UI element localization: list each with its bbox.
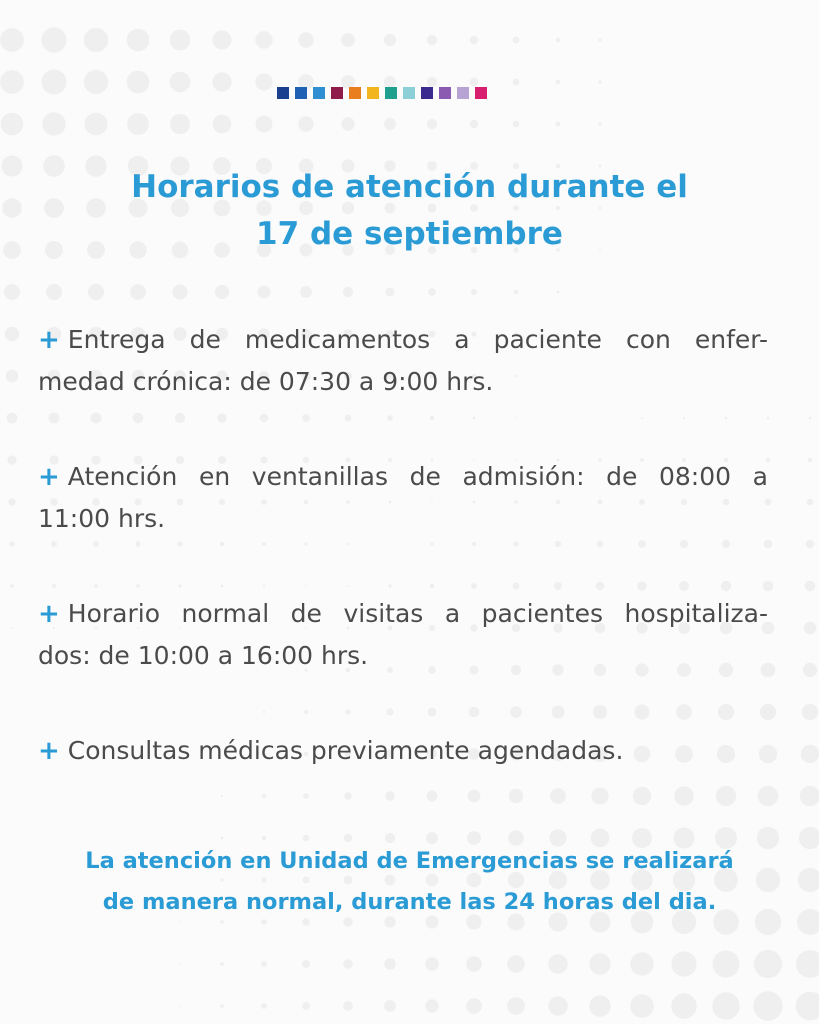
background-dot (513, 37, 520, 44)
color-square (403, 87, 415, 99)
background-dot (221, 837, 224, 840)
background-dot (84, 70, 108, 94)
emergency-notice (0, 841, 819, 923)
background-dot (800, 786, 819, 806)
background-dot (11, 627, 13, 629)
background-dot (42, 112, 65, 135)
background-dot (343, 1001, 353, 1011)
background-dot (425, 999, 439, 1013)
background-dot (384, 118, 396, 130)
list-item (38, 456, 768, 539)
background-dot (803, 663, 817, 677)
background-dot (255, 31, 272, 48)
plus-icon: + (38, 736, 60, 766)
background-dot (127, 113, 149, 135)
background-dot (127, 29, 150, 52)
background-dot (548, 954, 567, 973)
list-item-line-2: 11:00 hrs. (38, 504, 166, 533)
background-dot (753, 991, 782, 1020)
background-dot (84, 28, 108, 52)
color-square (349, 87, 361, 99)
background-dot (471, 289, 477, 295)
background-dot (470, 36, 479, 45)
background-dot (513, 79, 520, 86)
background-dot (10, 584, 14, 588)
background-dot (213, 115, 232, 134)
background-dot (41, 27, 66, 52)
background-dot (341, 33, 355, 47)
background-dot (808, 458, 813, 463)
color-square (313, 87, 325, 99)
background-dot (261, 961, 267, 967)
background-dot (796, 992, 819, 1021)
background-dot (256, 116, 273, 133)
background-dot (343, 287, 353, 297)
background-dot (470, 120, 478, 128)
background-dot (556, 38, 561, 43)
background-dot (173, 285, 188, 300)
background-dot (0, 28, 24, 52)
background-dot (170, 114, 190, 134)
background-dot (466, 998, 482, 1014)
list-item-line-2: dos: de 10:00 a 16:00 hrs. (38, 641, 369, 670)
background-dot (220, 962, 224, 966)
background-dot (802, 704, 818, 720)
background-dot (220, 1004, 224, 1008)
background-dot (548, 996, 568, 1016)
background-dot (807, 499, 814, 506)
background-dot (5, 327, 19, 341)
background-dot (343, 959, 353, 969)
plus-icon: + (38, 599, 60, 629)
background-dot (215, 285, 229, 299)
color-square (475, 87, 487, 99)
background-dot (470, 78, 479, 87)
list-item-line-1: + Horario normal de visitas a pacientes hospitaliza- (38, 599, 768, 629)
background-dot (7, 413, 18, 424)
background-dot (804, 622, 817, 635)
background-dot (212, 30, 231, 49)
notice-line-1: La atención en Unidad de Emergencias se realizará (85, 848, 734, 874)
page-title (0, 164, 819, 258)
background-dot (630, 952, 653, 975)
background-dot (589, 995, 611, 1017)
title-line-1: Horarios de atención durante el (131, 169, 688, 205)
background-dot (754, 950, 782, 978)
list-item-line-2: medad crónica: de 07:30 a 9:00 hrs. (38, 367, 494, 396)
background-dot (302, 1002, 310, 1010)
background-dot (384, 1000, 396, 1012)
background-dot (557, 291, 560, 294)
background-dot (598, 80, 601, 83)
plus-icon: + (38, 462, 60, 492)
color-square (385, 87, 397, 99)
background-dot (46, 284, 62, 300)
background-dot (428, 288, 436, 296)
background-dot (88, 284, 104, 300)
list-item-line-1: + Consultas médicas previamente agendadas. (38, 736, 624, 766)
color-strip (277, 87, 487, 99)
background-dot (170, 72, 191, 93)
notice-line-2: de manera normal, durante las 24 horas del dia. (102, 889, 717, 915)
background-dot (0, 70, 24, 94)
background-dot (170, 30, 191, 51)
list-item-line-1: + Atención en ventanillas de admisión: de 08:00 a (38, 462, 768, 492)
background-dot (386, 288, 395, 297)
background-dot (9, 541, 15, 547)
title-line-2: 17 de septiembre (256, 216, 563, 252)
background-dot (300, 286, 312, 298)
background-dot (85, 113, 108, 136)
color-square (367, 87, 379, 99)
background-dot (298, 116, 313, 131)
list-item (38, 319, 768, 402)
background-dot (805, 581, 816, 592)
background-dot (42, 70, 67, 95)
background-dot (1, 113, 24, 136)
background-dot (671, 993, 696, 1018)
background-dot (425, 957, 439, 971)
background-dot (302, 960, 310, 968)
list-item (38, 730, 768, 772)
color-square (331, 87, 343, 99)
background-dot (130, 284, 146, 300)
background-dot (713, 951, 740, 978)
background-dot (514, 290, 519, 295)
background-dot (212, 72, 231, 91)
background-dot (427, 77, 437, 87)
background-dot (598, 38, 601, 41)
background-dot (6, 370, 19, 383)
list-item (38, 593, 768, 676)
background-dot (513, 121, 520, 128)
background-dot (255, 73, 272, 90)
background-dot (809, 417, 812, 420)
schedule-list (38, 319, 768, 826)
background-dot (258, 286, 271, 299)
color-square (295, 87, 307, 99)
background-dot (630, 994, 654, 1018)
background-dot (556, 80, 561, 85)
color-square (457, 87, 469, 99)
background-dot (384, 34, 396, 46)
background-dot (427, 119, 437, 129)
background-dot (262, 836, 267, 841)
background-dot (598, 122, 601, 125)
background-dot (127, 71, 150, 94)
background-dot (801, 745, 819, 763)
color-square (439, 87, 451, 99)
background-dot (4, 284, 20, 300)
background-dot (7, 455, 16, 464)
plus-icon: + (38, 325, 60, 355)
background-dot (589, 953, 610, 974)
background-dot (796, 950, 819, 978)
background-dot (507, 997, 525, 1015)
background-dot (179, 1005, 181, 1007)
background-dot (298, 32, 314, 48)
background-dot (466, 956, 482, 972)
background-dot (712, 992, 739, 1019)
color-square (277, 87, 289, 99)
list-item-line-1: + Entrega de medicamentos a paciente con enfer- (38, 325, 768, 355)
background-dot (8, 498, 15, 505)
background-dot (384, 958, 396, 970)
color-square (421, 87, 433, 99)
background-dot (427, 35, 437, 45)
background-dot (341, 117, 355, 131)
background-dot (507, 955, 525, 973)
background-dot (179, 963, 181, 965)
background-dot (671, 951, 696, 976)
background-dot (261, 1003, 267, 1009)
background-dot (556, 122, 561, 127)
background-dot (806, 540, 815, 549)
